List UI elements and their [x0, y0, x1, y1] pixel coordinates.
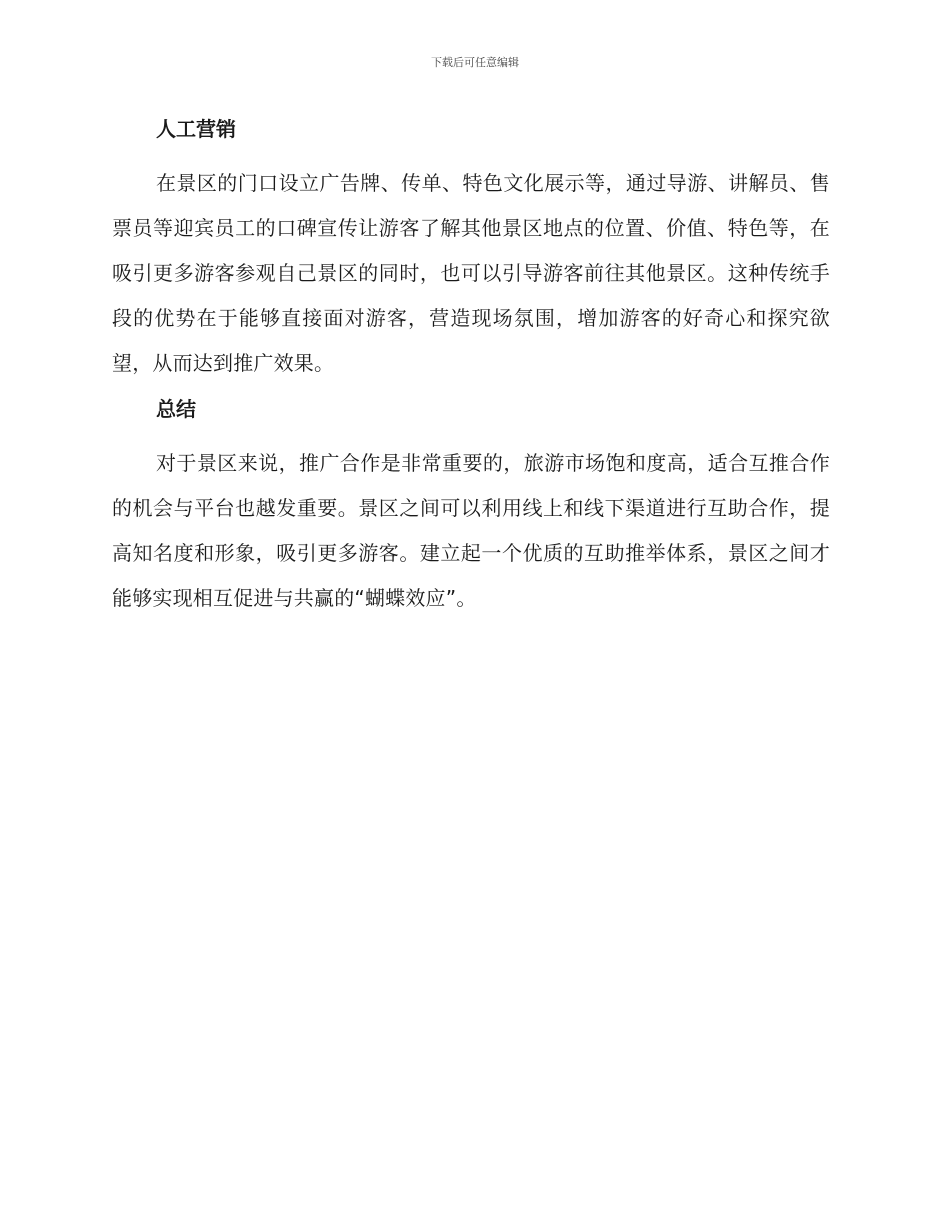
section-paragraph-manual-marketing: 在景区的门口设立广告牌、传单、特色文化展示等，通过导游、讲解员、售票员等迎宾员工的口碑宣传让游客了解其他景区地点的位置、价值、特色等，在吸引更多游客参观自己景区的同时，也可以引导游客前往其他景区。这种传统手段的优势在于能够直接面对游客，营造现场氛围，增加游客的好奇心和探究欲望，从而达到推广效果。 — [112, 171, 830, 375]
section-heading-manual-marketing: 人工营销 — [156, 117, 236, 141]
section-paragraph-summary: 对于景区来说，推广合作是非常重要的，旅游市场饱和度高，适合互推合作的机会与平台也越发重要。景区之间可以利用线上和线下渠道进行互助合作，提高知名度和形象，吸引更多游客。建立起一个优质的互助推举体系，景区之间才能够实现相互促进与共赢的“蝴蝶效应”。 — [112, 451, 830, 610]
page-header: 下载后可任意编辑 — [431, 56, 519, 69]
document-body — [112, 112, 830, 627]
section-heading-summary: 总结 — [156, 397, 196, 421]
